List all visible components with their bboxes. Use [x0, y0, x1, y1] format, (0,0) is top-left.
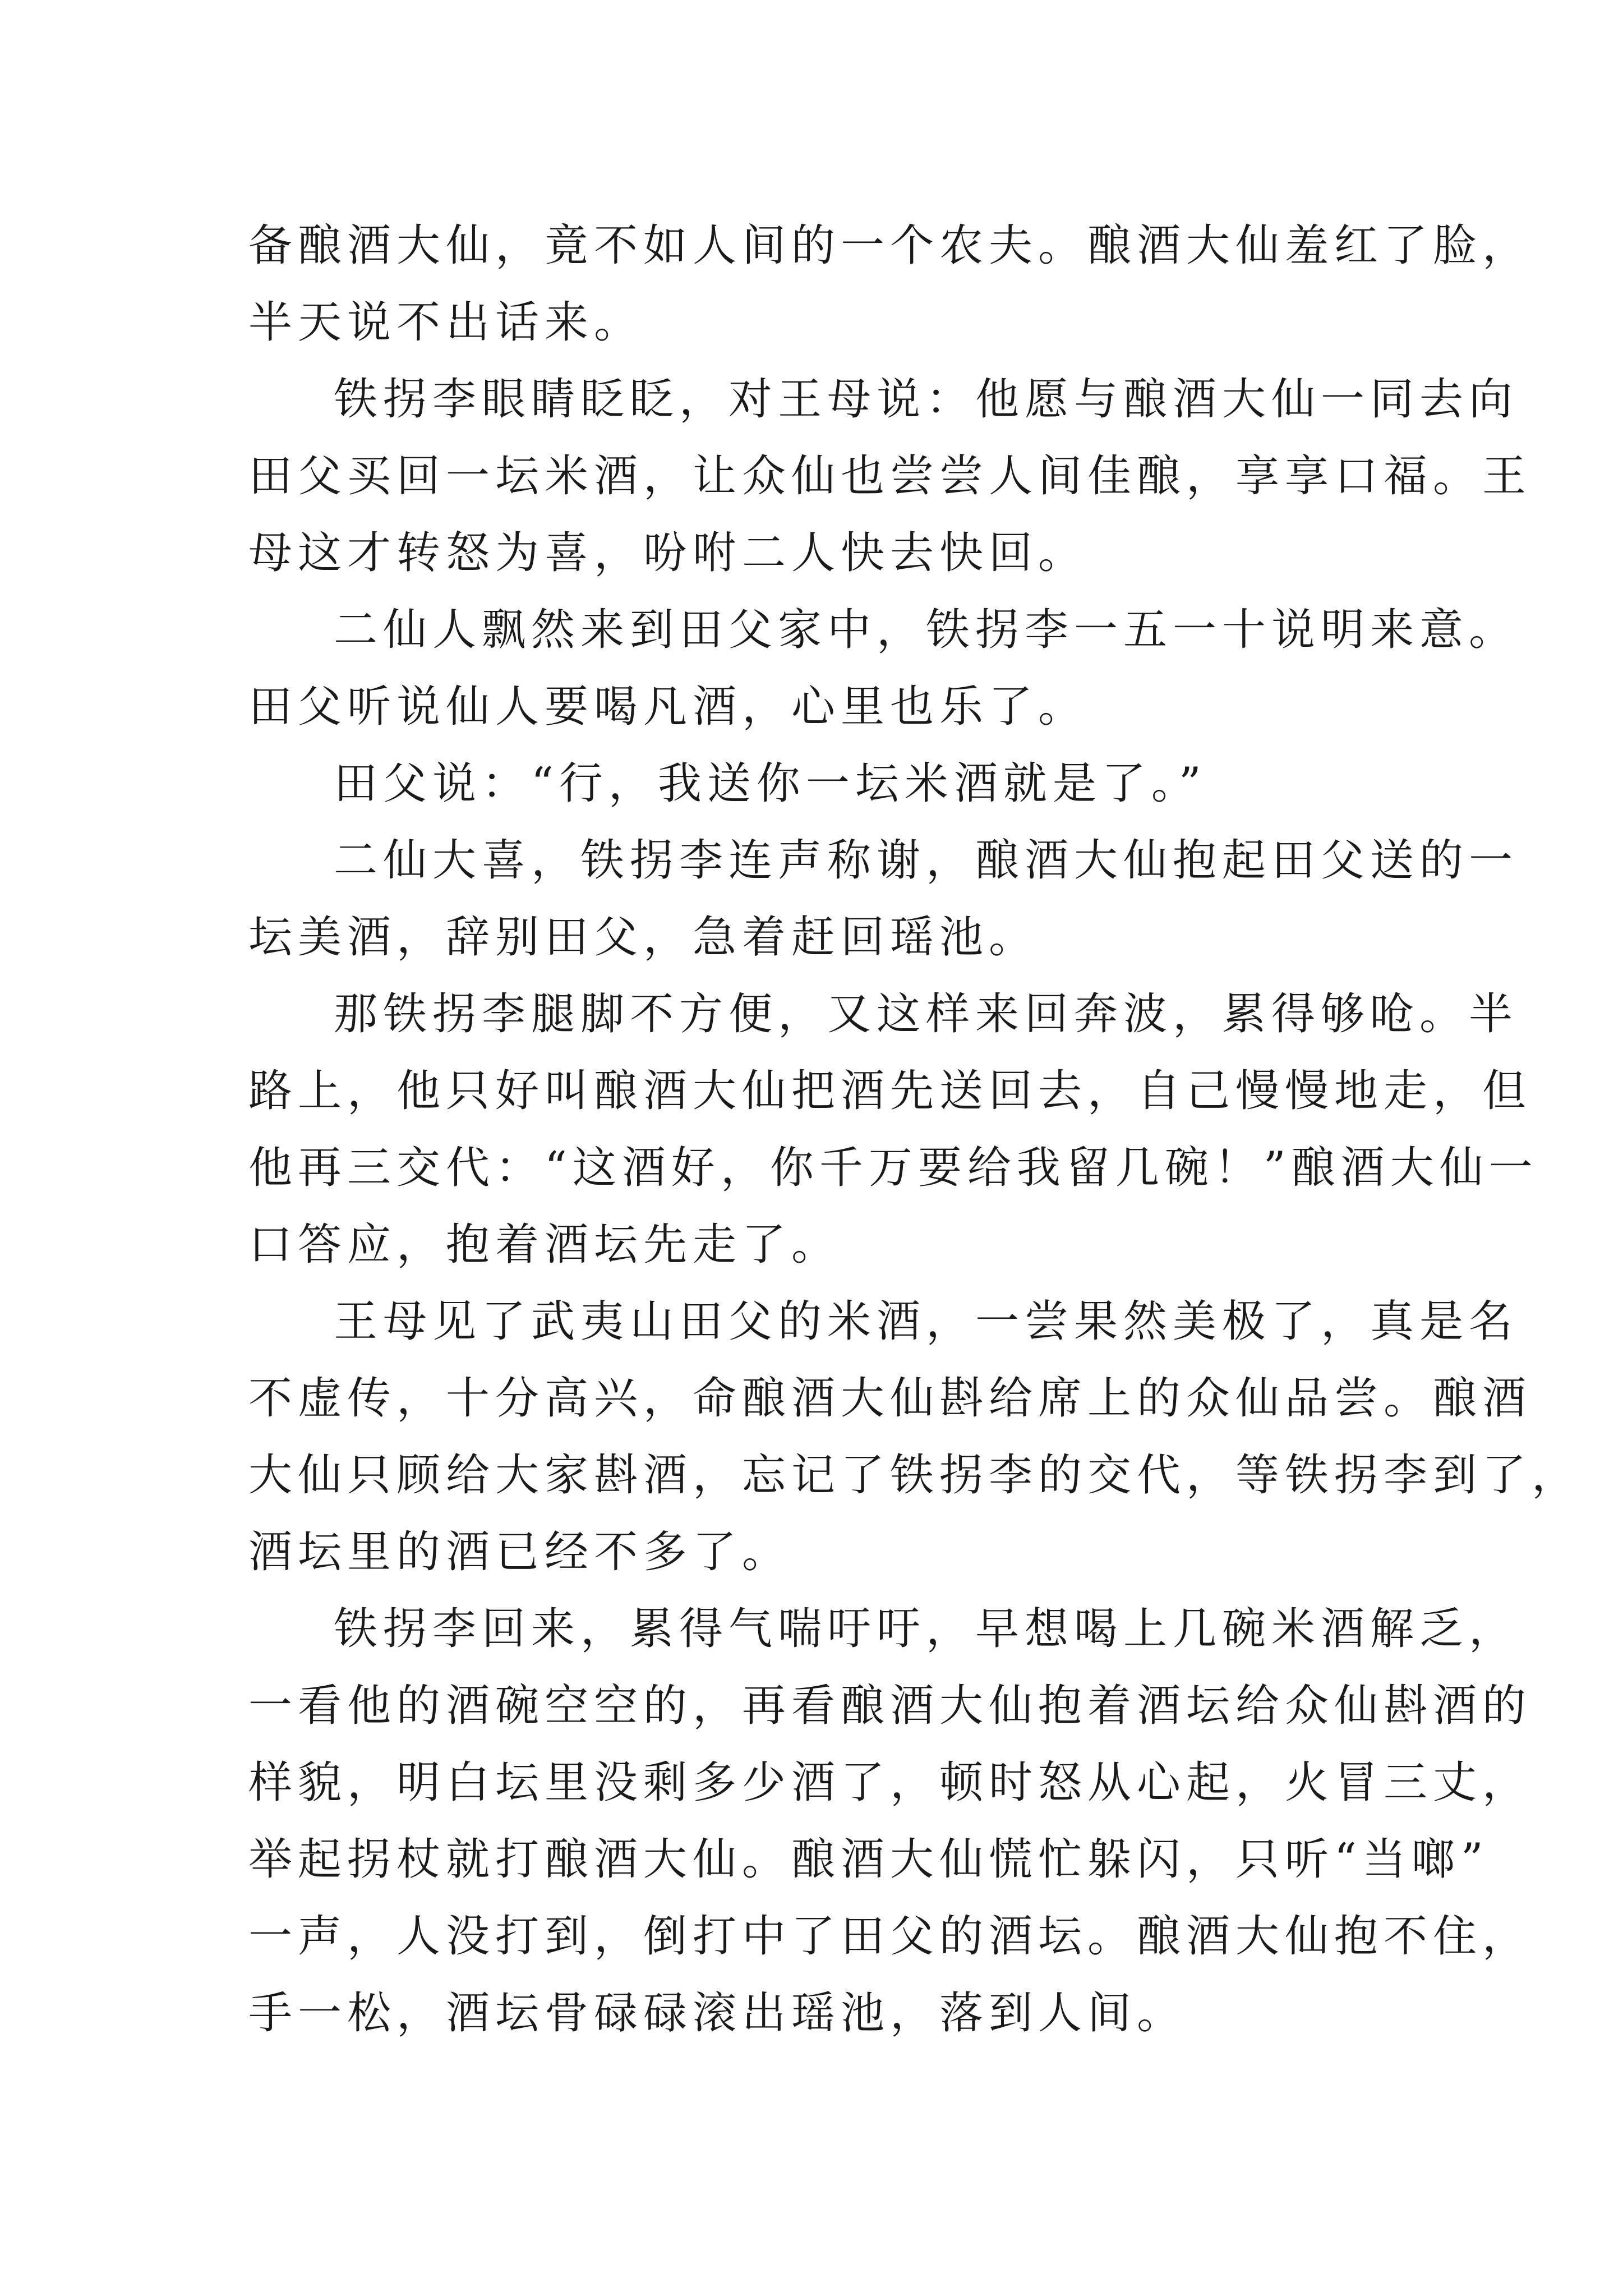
text-line: 一看他的酒碗空空的，再看酿酒大仙抱着酒坛给众仙斟酒的: [248, 1681, 1532, 1731]
text-line: 坛美酒，辞别田父，急着赶回瑶池。: [248, 912, 1039, 963]
text-line: 酒坛里的酒已经不多了。: [248, 1527, 792, 1577]
story-text: [248, 208, 1581, 2052]
paragraph-start-line: 铁拐李回来，累得气喘吁吁，早想喝上几碗米酒解乏，: [334, 1604, 1519, 1654]
text-line: 大仙只顾给大家斟酒，忘记了铁拐李的交代，等铁拐李到了，: [248, 1450, 1581, 1501]
text-line: 母这才转怒为喜，吩咐二人快去快回。: [248, 528, 1088, 578]
text-line: 口答应，抱着酒坛先走了。: [248, 1220, 841, 1270]
text-line: 样貌，明白坛里没剩多少酒了，顿时怒从心起，火冒三丈，: [248, 1757, 1532, 1808]
text-line: 备酿酒大仙，竟不如人间的一个农夫。酿酒大仙羞红了脸，: [248, 220, 1532, 271]
text-line: 半天说不出话来。: [248, 297, 644, 348]
text-line: 一声，人没打到，倒打中了田父的酒坛。酿酒大仙抱不住，: [248, 1911, 1532, 1962]
paragraph-start-line: 铁拐李眼睛眨眨，对王母说：他愿与酿酒大仙一同去向: [334, 374, 1519, 425]
text-line: 不虚传，十分高兴，命酿酒大仙斟给席上的众仙品尝。酿酒: [248, 1373, 1532, 1424]
paragraph-start-line: 那铁拐李腿脚不方便，又这样来回奔波，累得够呛。半: [334, 989, 1519, 1039]
text-line: 举起拐杖就打酿酒大仙。酿酒大仙慌忙躲闪，只听“当啷”: [248, 1834, 1489, 1885]
paragraph-start-line: 王母见了武夷山田父的米酒，一尝果然美极了，真是名: [334, 1296, 1519, 1347]
text-line: 手一松，酒坛骨碌碌滚出瑶池，落到人间。: [248, 1988, 1187, 2039]
text-line: 田父听说仙人要喝凡酒，心里也乐了。: [248, 682, 1088, 732]
text-line: 田父买回一坛米酒，让众仙也尝尝人间佳酿，享享口福。王: [248, 451, 1532, 501]
text-line: 他再三交代：“这酒好，你千万要给我留几碗！”酿酒大仙一: [248, 1143, 1538, 1193]
paragraph-start-line: 二仙大喜，铁拐李连声称谢，酿酒大仙抱起田父送的一: [334, 835, 1519, 886]
paragraph-start-line: 田父说：“行，我送你一坛米酒就是了。”: [334, 758, 1207, 809]
text-line: 路上，他只好叫酿酒大仙把酒先送回去，自己慢慢地走，但: [248, 1066, 1532, 1116]
paragraph-start-line: 二仙人飘然来到田父家中，铁拐李一五一十说明来意。: [334, 605, 1519, 655]
